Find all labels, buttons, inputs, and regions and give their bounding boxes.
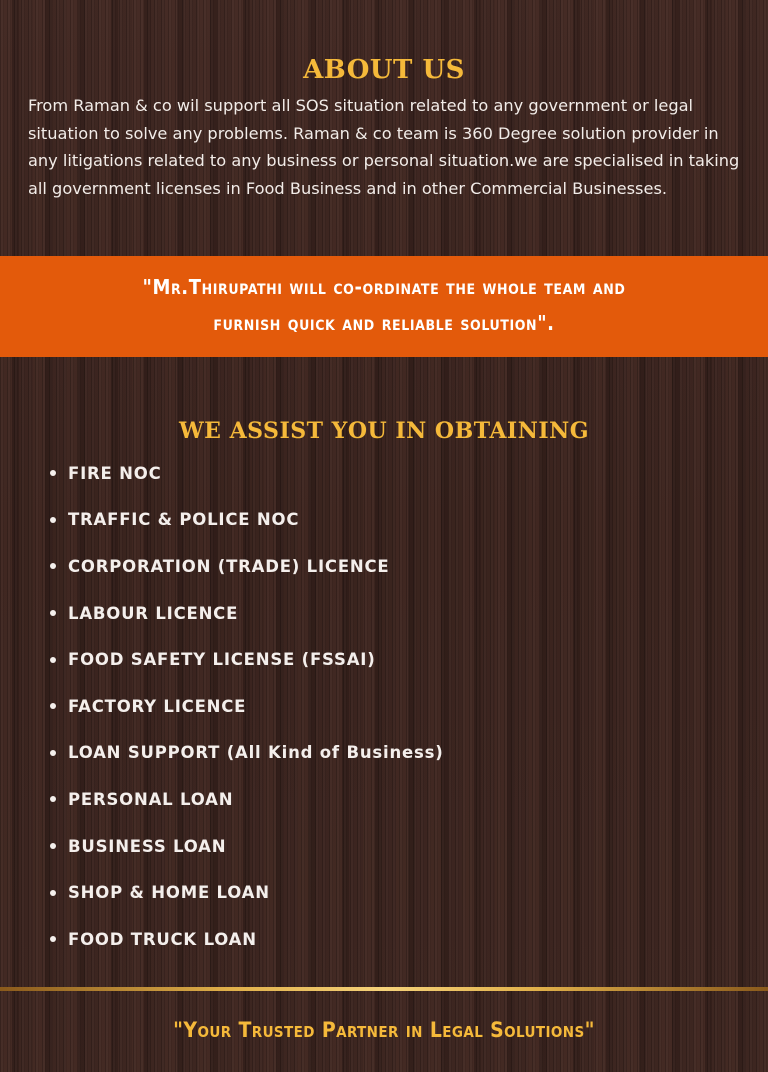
service-item — [50, 683, 444, 730]
bullet-icon — [50, 890, 56, 896]
service-item — [50, 869, 444, 916]
quote-banner — [0, 256, 768, 357]
service-item — [50, 730, 444, 777]
service-label: FIRE NOC — [68, 463, 162, 483]
bullet-icon — [50, 843, 56, 849]
services-heading: WE ASSIST YOU IN OBTAINING — [178, 418, 590, 445]
bullet-icon — [50, 750, 56, 756]
service-label: FACTORY LICENCE — [68, 696, 247, 716]
service-label: FOOD SAFETY LICENSE (FSSAI) — [68, 650, 376, 670]
bullet-icon — [50, 657, 56, 663]
bullet-icon — [50, 563, 56, 569]
about-heading: ABOUT US — [303, 55, 465, 86]
services-list — [50, 450, 444, 963]
gold-divider — [0, 987, 768, 991]
service-item — [50, 497, 444, 544]
service-label: LABOUR LICENCE — [68, 603, 239, 623]
bullet-icon — [50, 703, 56, 709]
quote-line-2: furnish quick and reliable solution". — [213, 311, 555, 335]
service-label: LOAN SUPPORT (All Kind of Business) — [68, 743, 444, 763]
quote-line-1: "Mr.Thirupathi will co-ordinate the whole team and — [142, 275, 626, 299]
service-item — [50, 636, 444, 683]
service-label: FOOD TRUCK LOAN — [68, 929, 257, 949]
service-label: SHOP & HOME LOAN — [68, 883, 270, 903]
bullet-icon — [50, 470, 56, 476]
bullet-icon — [50, 936, 56, 942]
footer-tagline: "Your Trusted Partner in Legal Solutions" — [173, 1018, 595, 1042]
service-label: CORPORATION (TRADE) LICENCE — [68, 556, 390, 576]
about-paragraph: From Raman & co wil support all SOS situation related to any government or legal situation to solve any problems. Raman & co team is 360 Degree solution provider in any litigations related to any business or personal situation.we are specialised in taking all government licenses in Food Business and in other Commercial Businesses. — [28, 96, 740, 198]
service-label: TRAFFIC & POLICE NOC — [68, 510, 300, 530]
service-item — [50, 916, 444, 963]
bullet-icon — [50, 517, 56, 523]
service-item — [50, 450, 444, 497]
service-item — [50, 776, 444, 823]
bullet-icon — [50, 796, 56, 802]
service-label: BUSINESS LOAN — [68, 836, 227, 856]
service-item — [50, 823, 444, 870]
quote-text — [60, 269, 708, 341]
service-item — [50, 543, 444, 590]
service-item — [50, 590, 444, 637]
bullet-icon — [50, 610, 56, 616]
service-label: PERSONAL LOAN — [68, 789, 234, 809]
